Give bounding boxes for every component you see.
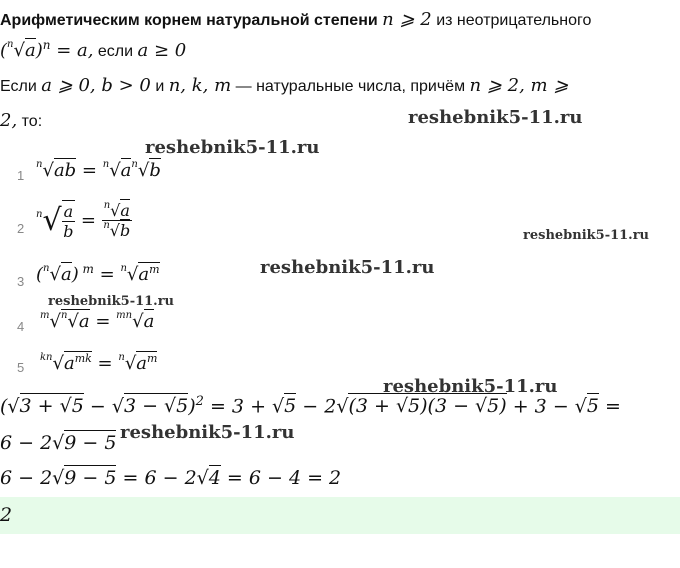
conditions-line (0, 75, 568, 96)
answer-value: 2 (0, 504, 13, 526)
property-1-formula: $^n√ab = ^n√a^n√b$ (36, 159, 161, 181)
conditions-line-2 (0, 110, 42, 131)
watermark: reshebnik5-11.ru (260, 257, 435, 278)
condition-n: n ⩾ 2 (382, 9, 432, 30)
watermark: reshebnik5-11.ru (523, 228, 650, 243)
property-2-formula: $^n$√ $\frac{a}{b}$ = $\frac{^n√a}{^n√b}$ (36, 199, 131, 241)
definition-line (0, 9, 591, 30)
answer-box (0, 497, 680, 534)
definition-expr: $(^n√a)^n = a$, (0, 38, 94, 61)
property-number: 4 (17, 319, 25, 334)
condition-nm: n ⩾ 2, m ⩾ (469, 75, 569, 96)
solution-line-3: 6 − 2√9 − 5 = 6 − 2√4 = 6 − 4 = 2 (0, 467, 342, 489)
definition-cond: a ≥ 0 (137, 40, 187, 61)
property-number: 1 (17, 168, 25, 183)
natural-numbers-text: — натуральные числа, причём (235, 78, 466, 95)
property-number: 2 (17, 221, 25, 236)
solution-line-1: $(√3 + √5 - √3 - √5)^2 = 3 + √5 - 2√(3 + √5)(3 - √5) + 3 - √5$ = (0, 394, 621, 418)
property-5-formula: $^{kn}√a^{mk} = ^n√a^m$ (40, 352, 158, 374)
condition-m2: 2, (0, 110, 18, 131)
watermark: reshebnik5-11.ru (383, 376, 558, 397)
if-word: если (97, 43, 134, 60)
solution-line-2: 6 − 2√9 − 5 (0, 432, 117, 454)
condition-ab: a ⩾ 0, b > 0 (41, 75, 151, 96)
definition-formula (0, 38, 186, 61)
watermark: reshebnik5-11.ru (48, 294, 175, 309)
then-word: то: (21, 113, 43, 130)
property-3-formula: ($^n$√a) $^m = ^n√a^m$ (36, 262, 160, 285)
definition-rest: из неотрицательного (436, 12, 592, 29)
definition-bold-text: Арифметическим корнем натуральной степени (0, 12, 378, 29)
watermark: reshebnik5-11.ru (120, 422, 295, 443)
property-4-formula: $^m$√$^n$√a = $^{mn}$√a (40, 310, 155, 332)
and-word: и (155, 78, 165, 95)
if-word-2: Если (0, 78, 37, 95)
watermark: reshebnik5-11.ru (408, 107, 583, 128)
vars-nkm: n, k, m (168, 75, 232, 96)
property-number: 5 (17, 360, 25, 375)
property-number: 3 (17, 274, 25, 289)
watermark: reshebnik5-11.ru (145, 137, 320, 158)
